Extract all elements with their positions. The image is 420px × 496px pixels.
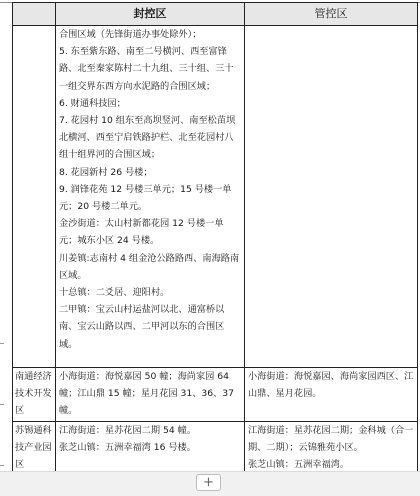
add-sheet-button[interactable]: + — [196, 474, 221, 491]
sealed-item: 二甲镇：宝云山村运盐河以北、通富桥以南、宝云山路以西、二甲河以东的合围区域。 — [59, 304, 225, 350]
sealed-item: 江海街道：星苏花园二期 54 幢。 — [59, 425, 196, 436]
sealed-zone-cell — [56, 26, 245, 368]
area-cell: 南通经济技术开发区 — [13, 368, 56, 422]
control-zone-table — [12, 2, 418, 475]
sealed-item: 小海街道：海悦嘉园 50 幢；海尚家园 64 幢；江山鼎 15 幢；星月花园 31、36、37幢。 — [59, 371, 234, 417]
sheet-bottom-bar — [0, 471, 420, 496]
sealed-zone-cell — [56, 422, 245, 475]
area-cell — [13, 26, 56, 368]
table-row — [13, 26, 418, 368]
document-page — [12, 2, 417, 471]
sealed-zone-cell — [56, 368, 245, 422]
sealed-item: 十总镇：二爻居、迎阳村。 — [59, 287, 170, 299]
sealed-item: 7. 花园村 10 组东至高坝竖河、南至松苗坝北横河、西至宁启铁路护栏、北至花园村八组十组界河的合围区域； — [59, 115, 236, 161]
sealed-item: 川姜镇:志南村 4 组金沧公路路西、南海路南区域。 — [59, 252, 240, 281]
sealed-item: 6. 财通科技园； — [59, 97, 126, 109]
sealed-item: 张芝山镇：五洲幸福湾 16 号楼。 — [59, 442, 196, 454]
sealed-item: 9. 润锋花苑 12 号楼三单元；15 号楼一单元；20 号楼二单元。 — [59, 183, 232, 213]
table-row — [13, 368, 418, 422]
controlled-item: 张芝山镇：五洲幸福湾。 — [248, 459, 350, 471]
sealed-item: 5. 东至紫东路、南至二号横河、西至富锋路、北至秦家陈村二十九组、三十组、三十一组交界东西方向水泥路的合围区域； — [59, 46, 234, 92]
table-row — [13, 422, 418, 475]
sealed-item: 金沙街道：太山村新都花园 12 号楼一单元；城东小区 24 号楼。 — [59, 218, 224, 247]
controlled-item: 江海街道：星苏花园二期；金科城（合一期、二期）；云锦雅苑小区。 — [248, 425, 414, 454]
header-sealed-zone: 封控区 — [56, 3, 245, 26]
area-cell: 苏锡通科技产业园区 — [13, 422, 56, 475]
sealed-item: 8. 花园新村 26 号楼； — [59, 166, 153, 178]
header-area-cell — [13, 3, 56, 26]
table-header-row — [13, 3, 418, 26]
row-marker — [0, 404, 4, 405]
controlled-zone-cell — [245, 26, 418, 368]
controlled-zone-cell — [245, 422, 418, 475]
header-controlled-zone: 管控区 — [245, 3, 418, 26]
sealed-item: 合围区域（先锋街道办事处除外）； — [59, 29, 202, 40]
row-marker — [0, 343, 4, 344]
controlled-zone-cell: 小海街道：海悦嘉园、海尚家园西区、江山鼎、星月花园。 — [245, 368, 418, 422]
row-marker — [0, 465, 4, 466]
